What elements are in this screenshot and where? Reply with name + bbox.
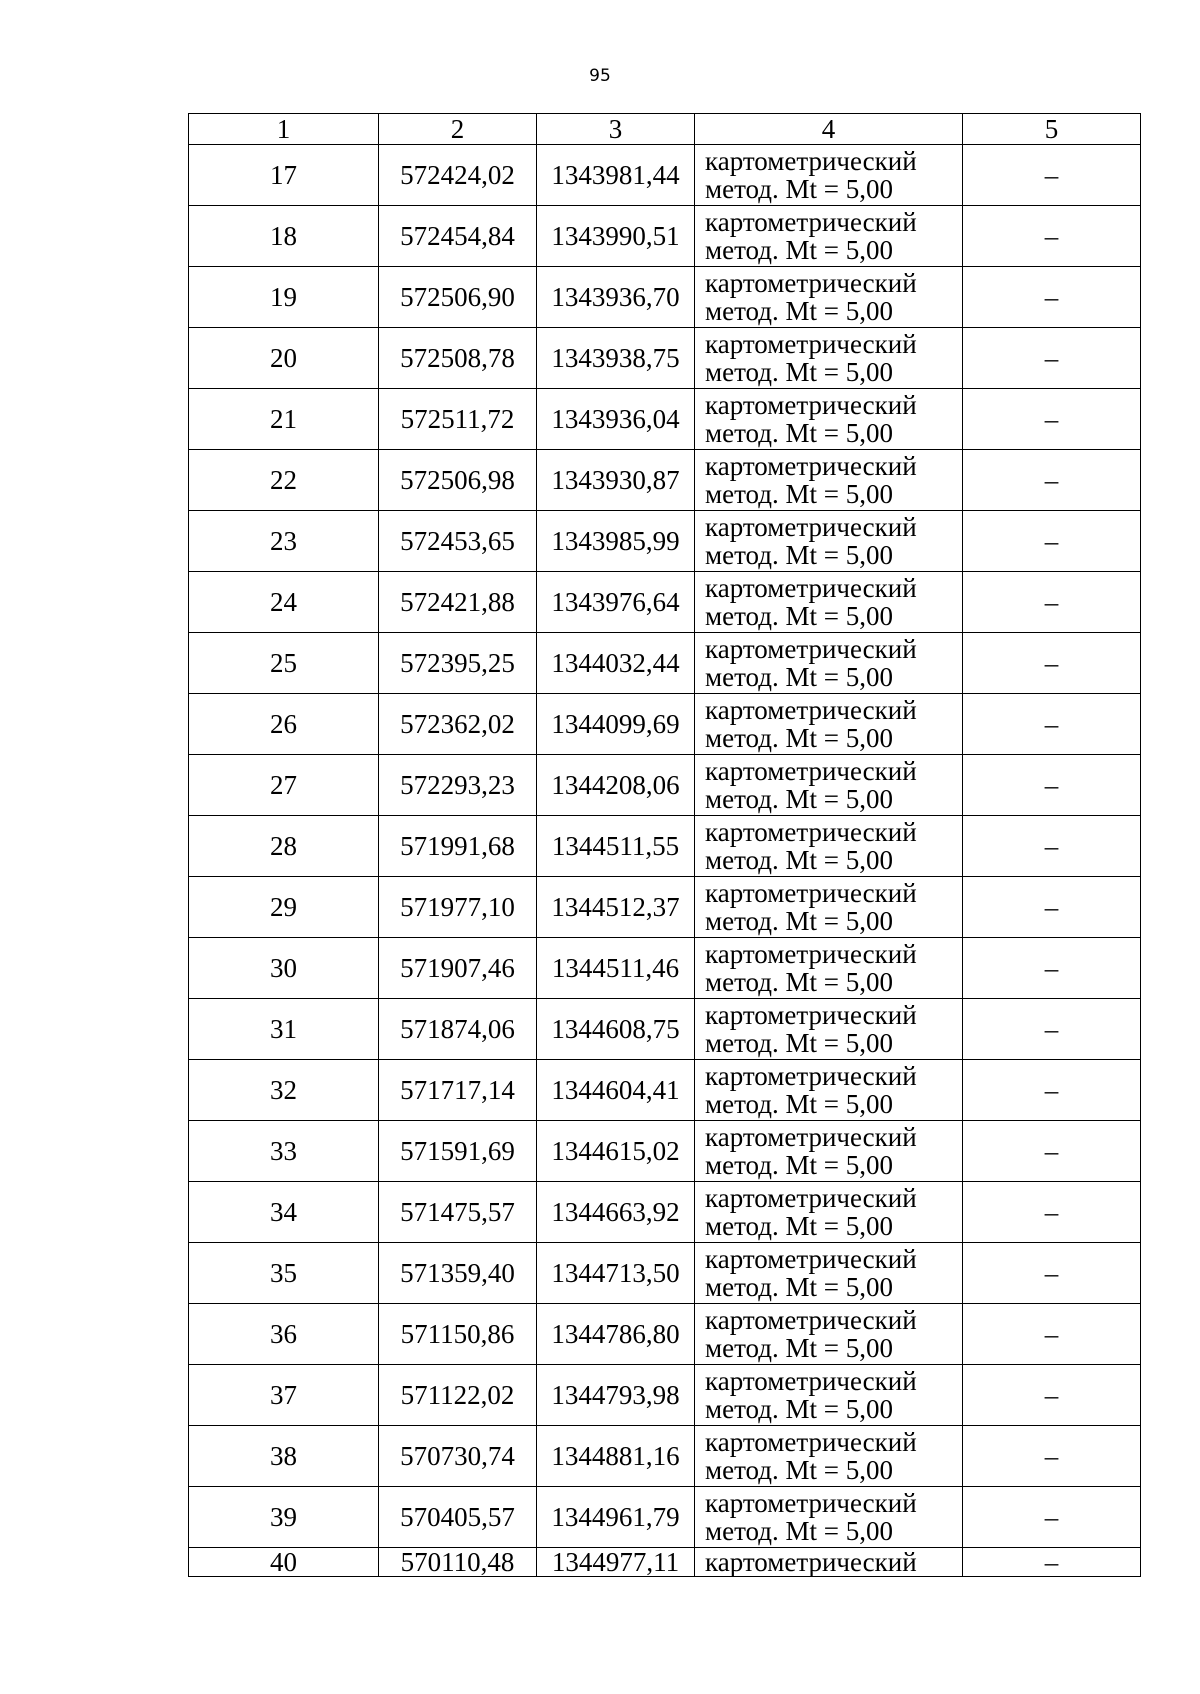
table-row xyxy=(189,206,1141,267)
method-cell xyxy=(695,938,963,999)
y-coordinate-cell: 1344512,37 xyxy=(537,877,695,938)
method-cell xyxy=(695,1365,963,1426)
method-line: картометрический xyxy=(705,817,917,847)
x-coordinate-cell: 572293,23 xyxy=(379,755,537,816)
accuracy-cell: – xyxy=(963,450,1141,511)
method-cell xyxy=(695,1426,963,1487)
x-coordinate-cell: 572362,02 xyxy=(379,694,537,755)
y-coordinate-cell: 1344786,80 xyxy=(537,1304,695,1365)
point-number-cell: 25 xyxy=(189,633,379,694)
method-cell xyxy=(695,145,963,206)
table-header-row xyxy=(189,114,1141,145)
point-number-cell: 26 xyxy=(189,694,379,755)
method-cell xyxy=(695,816,963,877)
accuracy-cell: – xyxy=(963,1304,1141,1365)
x-coordinate-cell: 572506,90 xyxy=(379,267,537,328)
method-line: метод. Mt = 5,00 xyxy=(705,1333,893,1363)
method-line: картометрический xyxy=(705,268,917,298)
accuracy-cell: – xyxy=(963,1426,1141,1487)
table-row xyxy=(189,328,1141,389)
x-coordinate-cell: 571591,69 xyxy=(379,1121,537,1182)
accuracy-cell: – xyxy=(963,389,1141,450)
method-line: картометрический xyxy=(705,1427,917,1457)
x-coordinate-cell: 571475,57 xyxy=(379,1182,537,1243)
point-number-cell: 19 xyxy=(189,267,379,328)
x-coordinate-cell: 571991,68 xyxy=(379,816,537,877)
table-row xyxy=(189,1243,1141,1304)
x-coordinate-cell: 571122,02 xyxy=(379,1365,537,1426)
point-number-cell: 18 xyxy=(189,206,379,267)
column-header: 3 xyxy=(537,114,695,145)
y-coordinate-cell: 1344032,44 xyxy=(537,633,695,694)
y-coordinate-cell: 1344663,92 xyxy=(537,1182,695,1243)
method-cell xyxy=(695,267,963,328)
method-line: картометрический xyxy=(705,329,917,359)
method-cell xyxy=(695,1060,963,1121)
method-cell xyxy=(695,877,963,938)
point-number-cell: 36 xyxy=(189,1304,379,1365)
table-row xyxy=(189,1060,1141,1121)
method-line: картометрический xyxy=(705,756,917,786)
method-line: картометрический xyxy=(705,939,917,969)
method-cell xyxy=(695,1182,963,1243)
table-row xyxy=(189,694,1141,755)
table-row xyxy=(189,938,1141,999)
y-coordinate-cell: 1344713,50 xyxy=(537,1243,695,1304)
method-line: метод. Mt = 5,00 xyxy=(705,906,893,936)
x-coordinate-cell: 572453,65 xyxy=(379,511,537,572)
method-cell xyxy=(695,633,963,694)
y-coordinate-cell: 1343936,70 xyxy=(537,267,695,328)
point-number-cell: 39 xyxy=(189,1487,379,1548)
y-coordinate-cell: 1344961,79 xyxy=(537,1487,695,1548)
x-coordinate-cell: 572395,25 xyxy=(379,633,537,694)
accuracy-cell: – xyxy=(963,938,1141,999)
accuracy-cell: – xyxy=(963,694,1141,755)
y-coordinate-cell: 1343985,99 xyxy=(537,511,695,572)
x-coordinate-cell: 571977,10 xyxy=(379,877,537,938)
accuracy-cell: – xyxy=(963,816,1141,877)
x-coordinate-cell: 572454,84 xyxy=(379,206,537,267)
method-line: метод. Mt = 5,00 xyxy=(705,1089,893,1119)
point-number-cell: 24 xyxy=(189,572,379,633)
y-coordinate-cell: 1344793,98 xyxy=(537,1365,695,1426)
column-header: 5 xyxy=(963,114,1141,145)
y-coordinate-cell: 1344608,75 xyxy=(537,999,695,1060)
method-line: картометрический xyxy=(705,512,917,542)
method-line: картометрический xyxy=(705,634,917,664)
method-cell xyxy=(695,572,963,633)
accuracy-cell: – xyxy=(963,755,1141,816)
method-line: картометрический xyxy=(705,146,917,176)
method-line: метод. Mt = 5,00 xyxy=(705,1516,893,1546)
x-coordinate-cell: 572506,98 xyxy=(379,450,537,511)
method-line: метод. Mt = 5,00 xyxy=(705,174,893,204)
column-header: 1 xyxy=(189,114,379,145)
y-coordinate-cell: 1344881,16 xyxy=(537,1426,695,1487)
accuracy-cell: – xyxy=(963,999,1141,1060)
y-coordinate-cell: 1343930,87 xyxy=(537,450,695,511)
point-number-cell: 32 xyxy=(189,1060,379,1121)
table-row xyxy=(189,877,1141,938)
point-number-cell: 17 xyxy=(189,145,379,206)
method-line: картометрический xyxy=(705,1488,917,1518)
table-row xyxy=(189,816,1141,877)
table-row xyxy=(189,1548,1141,1577)
point-number-cell: 27 xyxy=(189,755,379,816)
method-line: картометрический xyxy=(705,1122,917,1152)
point-number-cell: 21 xyxy=(189,389,379,450)
x-coordinate-cell: 571874,06 xyxy=(379,999,537,1060)
y-coordinate-cell: 1343976,64 xyxy=(537,572,695,633)
method-line: метод. Mt = 5,00 xyxy=(705,1394,893,1424)
table-row xyxy=(189,389,1141,450)
x-coordinate-cell: 571717,14 xyxy=(379,1060,537,1121)
method-cell xyxy=(695,389,963,450)
method-line: метод. Mt = 5,00 xyxy=(705,1150,893,1180)
method-line: метод. Mt = 5,00 xyxy=(705,418,893,448)
x-coordinate-cell: 572511,72 xyxy=(379,389,537,450)
method-cell xyxy=(695,755,963,816)
method-cell xyxy=(695,206,963,267)
x-coordinate-cell: 572508,78 xyxy=(379,328,537,389)
table-row xyxy=(189,572,1141,633)
method-line: картометрический xyxy=(705,451,917,481)
method-line: метод. Mt = 5,00 xyxy=(705,1028,893,1058)
accuracy-cell: – xyxy=(963,1121,1141,1182)
point-number-cell: 33 xyxy=(189,1121,379,1182)
x-coordinate-cell: 570110,48 xyxy=(379,1548,537,1577)
table-row xyxy=(189,1426,1141,1487)
method-cell: картометрический xyxy=(695,1548,963,1577)
column-header: 4 xyxy=(695,114,963,145)
y-coordinate-cell: 1344604,41 xyxy=(537,1060,695,1121)
point-number-cell: 22 xyxy=(189,450,379,511)
table-row xyxy=(189,633,1141,694)
accuracy-cell: – xyxy=(963,572,1141,633)
method-line: картометрический xyxy=(705,1183,917,1213)
method-cell xyxy=(695,511,963,572)
method-cell xyxy=(695,1304,963,1365)
x-coordinate-cell: 571907,46 xyxy=(379,938,537,999)
point-number-cell: 30 xyxy=(189,938,379,999)
accuracy-cell: – xyxy=(963,1548,1141,1577)
x-coordinate-cell: 571150,86 xyxy=(379,1304,537,1365)
table-row xyxy=(189,511,1141,572)
method-cell xyxy=(695,1121,963,1182)
page-number: 95 xyxy=(589,66,611,86)
accuracy-cell: – xyxy=(963,511,1141,572)
point-number-cell: 20 xyxy=(189,328,379,389)
accuracy-cell: – xyxy=(963,877,1141,938)
accuracy-cell: – xyxy=(963,1060,1141,1121)
accuracy-cell: – xyxy=(963,267,1141,328)
y-coordinate-cell: 1343981,44 xyxy=(537,145,695,206)
table-row xyxy=(189,450,1141,511)
method-line: картометрический xyxy=(705,878,917,908)
x-coordinate-cell: 572421,88 xyxy=(379,572,537,633)
point-number-cell: 31 xyxy=(189,999,379,1060)
x-coordinate-cell: 571359,40 xyxy=(379,1243,537,1304)
accuracy-cell: – xyxy=(963,145,1141,206)
method-line: метод. Mt = 5,00 xyxy=(705,357,893,387)
method-line: метод. Mt = 5,00 xyxy=(705,1455,893,1485)
method-line: картометрический xyxy=(705,573,917,603)
table-row xyxy=(189,1487,1141,1548)
method-cell xyxy=(695,999,963,1060)
method-cell xyxy=(695,1243,963,1304)
method-line: метод. Mt = 5,00 xyxy=(705,235,893,265)
y-coordinate-cell: 1343936,04 xyxy=(537,389,695,450)
accuracy-cell: – xyxy=(963,328,1141,389)
column-header: 2 xyxy=(379,114,537,145)
point-number-cell: 29 xyxy=(189,877,379,938)
point-number-cell: 37 xyxy=(189,1365,379,1426)
accuracy-cell: – xyxy=(963,1243,1141,1304)
x-coordinate-cell: 570730,74 xyxy=(379,1426,537,1487)
y-coordinate-cell: 1344977,11 xyxy=(537,1548,695,1577)
method-line: картометрический xyxy=(705,695,917,725)
point-number-cell: 28 xyxy=(189,816,379,877)
method-line: метод. Mt = 5,00 xyxy=(705,296,893,326)
method-cell xyxy=(695,694,963,755)
y-coordinate-cell: 1344099,69 xyxy=(537,694,695,755)
point-number-cell: 35 xyxy=(189,1243,379,1304)
y-coordinate-cell: 1344511,46 xyxy=(537,938,695,999)
coordinates-table xyxy=(188,113,1141,1577)
method-line: метод. Mt = 5,00 xyxy=(705,723,893,753)
x-coordinate-cell: 570405,57 xyxy=(379,1487,537,1548)
method-line: метод. Mt = 5,00 xyxy=(705,845,893,875)
method-line: картометрический xyxy=(705,1366,917,1396)
point-number-cell: 23 xyxy=(189,511,379,572)
method-line: метод. Mt = 5,00 xyxy=(705,1211,893,1241)
method-line: метод. Mt = 5,00 xyxy=(705,601,893,631)
method-line: метод. Mt = 5,00 xyxy=(705,1272,893,1302)
method-line: метод. Mt = 5,00 xyxy=(705,479,893,509)
method-cell xyxy=(695,450,963,511)
method-line: метод. Mt = 5,00 xyxy=(705,967,893,997)
method-line: картометрический xyxy=(705,1000,917,1030)
point-number-cell: 38 xyxy=(189,1426,379,1487)
accuracy-cell: – xyxy=(963,633,1141,694)
y-coordinate-cell: 1344511,55 xyxy=(537,816,695,877)
table-row xyxy=(189,755,1141,816)
point-number-cell: 34 xyxy=(189,1182,379,1243)
point-number-cell: 40 xyxy=(189,1548,379,1577)
method-line: картометрический xyxy=(705,207,917,237)
method-line: метод. Mt = 5,00 xyxy=(705,784,893,814)
table-row xyxy=(189,1304,1141,1365)
table-row xyxy=(189,267,1141,328)
table-row xyxy=(189,1365,1141,1426)
accuracy-cell: – xyxy=(963,1182,1141,1243)
accuracy-cell: – xyxy=(963,1487,1141,1548)
table-row xyxy=(189,999,1141,1060)
method-line: картометрический xyxy=(705,1061,917,1091)
table-row xyxy=(189,1121,1141,1182)
x-coordinate-cell: 572424,02 xyxy=(379,145,537,206)
method-line: метод. Mt = 5,00 xyxy=(705,540,893,570)
y-coordinate-cell: 1343938,75 xyxy=(537,328,695,389)
accuracy-cell: – xyxy=(963,206,1141,267)
method-cell xyxy=(695,1487,963,1548)
method-line: картометрический xyxy=(705,390,917,420)
method-line: метод. Mt = 5,00 xyxy=(705,662,893,692)
accuracy-cell: – xyxy=(963,1365,1141,1426)
method-cell xyxy=(695,328,963,389)
method-line: картометрический xyxy=(705,1305,917,1335)
y-coordinate-cell: 1343990,51 xyxy=(537,206,695,267)
y-coordinate-cell: 1344208,06 xyxy=(537,755,695,816)
y-coordinate-cell: 1344615,02 xyxy=(537,1121,695,1182)
method-line: картометрический xyxy=(705,1244,917,1274)
table-row xyxy=(189,145,1141,206)
table-row xyxy=(189,1182,1141,1243)
